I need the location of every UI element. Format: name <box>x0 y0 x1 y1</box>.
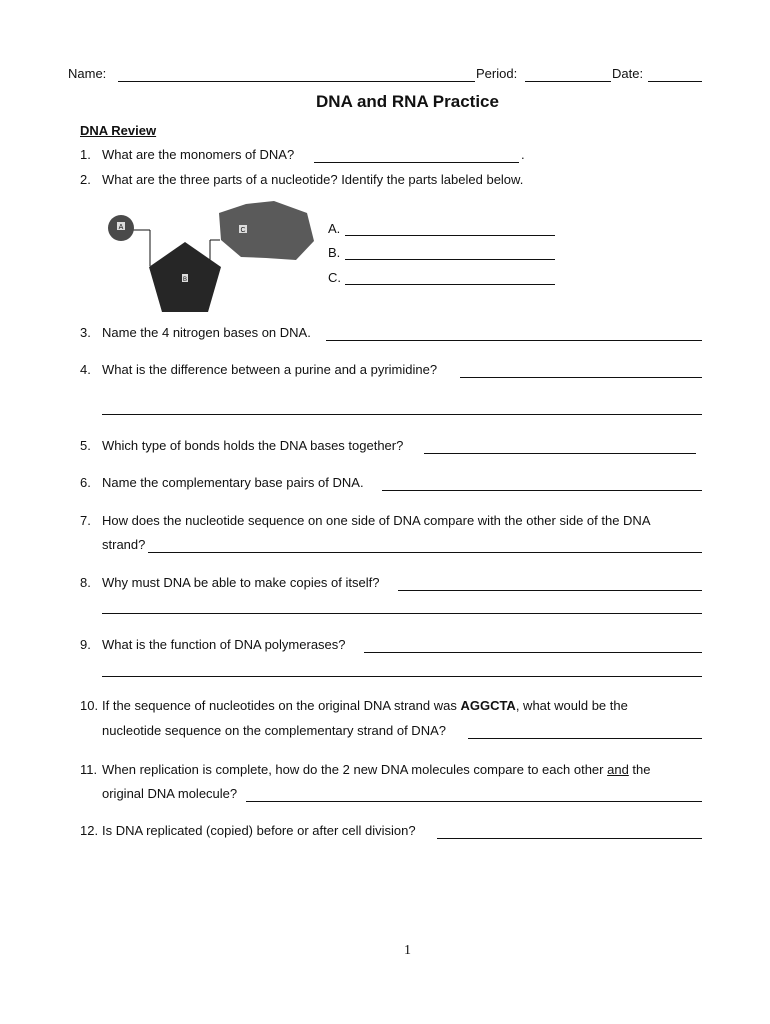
q7-text-line2: strand? <box>102 537 146 552</box>
q1-answer-blank[interactable] <box>314 162 519 163</box>
q6-answer-blank[interactable] <box>382 490 702 491</box>
q10-text-pre: If the sequence of nucleotides on the original DNA strand was <box>102 698 461 713</box>
answer-c-label: C. <box>328 270 341 285</box>
q7-number: 7. <box>80 513 91 528</box>
name-label: Name: <box>68 66 107 81</box>
answer-a-blank[interactable] <box>345 235 555 236</box>
q7-text-line1: How does the nucleotide sequence on one side of DNA compare with the other side of the DNA <box>102 513 651 528</box>
q12-answer-blank[interactable] <box>437 838 702 839</box>
q5-answer-blank[interactable] <box>424 453 696 454</box>
q6-number: 6. <box>80 475 91 490</box>
q2-number: 2. <box>80 172 91 187</box>
q8-text: Why must DNA be able to make copies of itself? <box>102 575 380 590</box>
q1-period: . <box>521 147 525 162</box>
q10-text-line1 <box>102 698 628 714</box>
q11-text-line2: original DNA molecule? <box>102 786 238 801</box>
q1-text: What are the monomers of DNA? <box>102 147 295 162</box>
q11-number: 11. <box>80 762 98 777</box>
q10-text-post: , what would be the <box>515 698 628 713</box>
q10-sequence: AGGCTA <box>460 698 516 713</box>
q9-answer-blank[interactable] <box>364 652 702 653</box>
diagram-label-b: B <box>182 277 188 283</box>
q11-text-pre: When replication is complete, how do the 2 new DNA molecules compare to each other <box>102 762 608 777</box>
q12-number: 12. <box>80 823 99 838</box>
page-title: DNA and RNA Practice <box>316 92 499 111</box>
date-label: Date: <box>612 66 644 81</box>
q11-text-post: the <box>628 762 651 777</box>
q3-answer-blank[interactable] <box>326 340 702 341</box>
name-blank[interactable] <box>118 81 475 82</box>
base-hexagons <box>219 201 314 260</box>
period-label: Period: <box>476 66 518 81</box>
q9-answer-blank-2[interactable] <box>102 676 702 677</box>
period-blank[interactable] <box>525 81 611 82</box>
q10-answer-blank[interactable] <box>468 738 702 739</box>
q7-answer-blank[interactable] <box>148 552 702 553</box>
q5-text: Which type of bonds holds the DNA bases together? <box>102 438 404 453</box>
q4-answer-blank[interactable] <box>460 377 702 378</box>
answer-a-label: A. <box>328 221 341 236</box>
date-blank[interactable] <box>648 81 702 82</box>
q9-text: What is the function of DNA polymerases? <box>102 637 346 652</box>
q11-text-underlined: and <box>607 762 629 777</box>
nucleotide-diagram <box>100 196 320 318</box>
q12-text: Is DNA replicated (copied) before or after cell division? <box>102 823 416 838</box>
page-number: 1 <box>404 943 411 958</box>
q4-number: 4. <box>80 362 91 377</box>
diagram-label-a: A <box>118 224 124 231</box>
q10-number: 10. <box>80 698 99 713</box>
diagram-label-c: C <box>240 227 246 234</box>
q8-answer-blank-2[interactable] <box>102 613 702 614</box>
answer-b-blank[interactable] <box>345 259 555 260</box>
q5-number: 5. <box>80 438 91 453</box>
q4-text: What is the difference between a purine and a pyrimidine? <box>102 362 438 377</box>
q11-text-line1 <box>102 762 651 778</box>
q4-answer-blank-2[interactable] <box>102 414 702 415</box>
q6-text: Name the complementary base pairs of DNA. <box>102 475 364 490</box>
q9-number: 9. <box>80 637 91 652</box>
q8-answer-blank[interactable] <box>398 590 702 591</box>
answer-b-label: B. <box>328 245 341 260</box>
section-heading: DNA Review <box>80 123 157 138</box>
q3-text: Name the 4 nitrogen bases on DNA. <box>102 325 311 340</box>
q2-text: What are the three parts of a nucleotide? Identify the parts labeled below. <box>102 172 524 187</box>
q11-answer-blank[interactable] <box>246 801 702 802</box>
q1-number: 1. <box>80 147 91 162</box>
answer-c-blank[interactable] <box>345 284 555 285</box>
q8-number: 8. <box>80 575 91 590</box>
q10-text-line2: nucleotide sequence on the complementary strand of DNA? <box>102 723 446 738</box>
q3-number: 3. <box>80 325 91 340</box>
